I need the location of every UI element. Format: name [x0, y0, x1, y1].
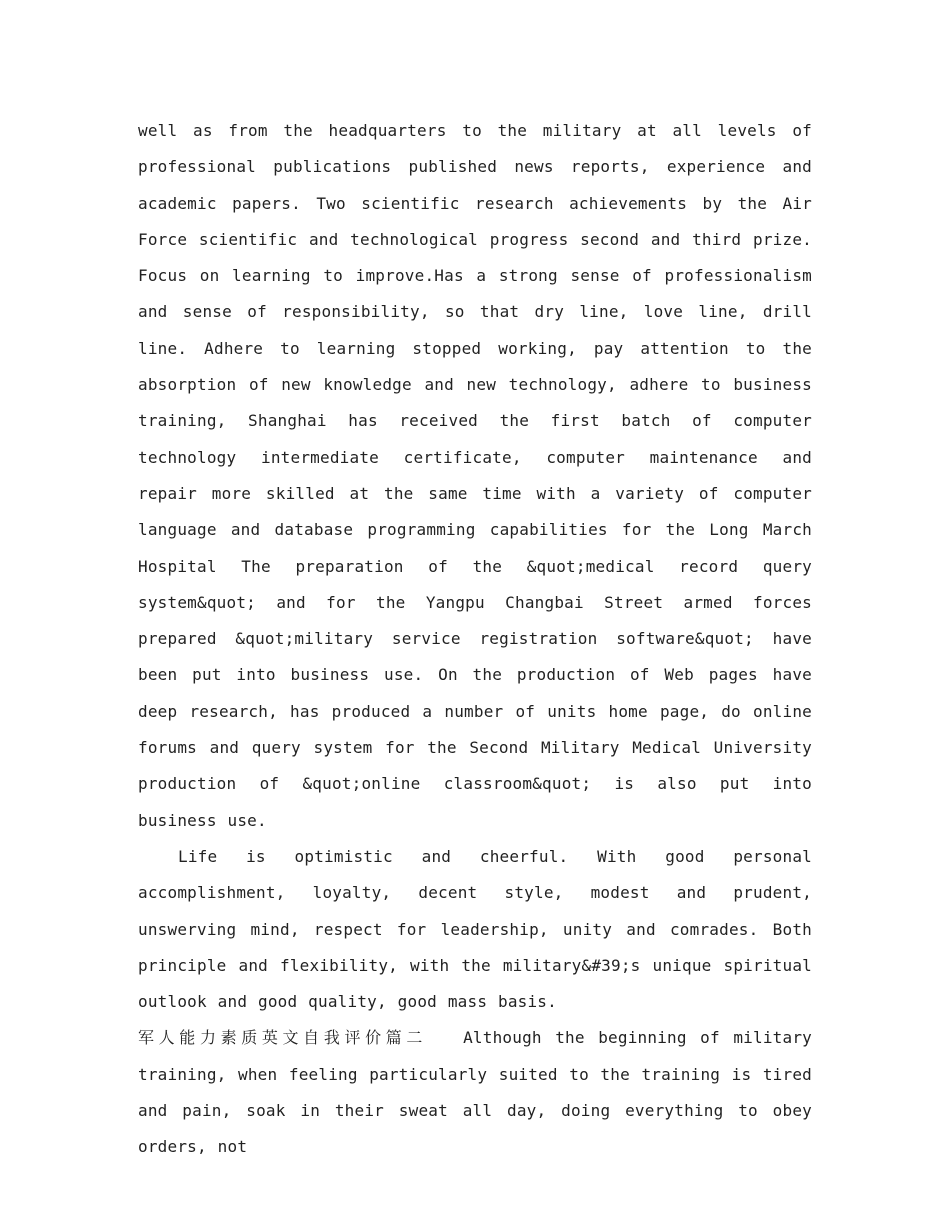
- section-two-text: Although the beginning of military training, when feeling particularly suited to the training is tired and pain, soak in their sweat all day, doing everything to obey orders, not: [138, 1028, 812, 1157]
- paragraph-section-two: [138, 1020, 812, 1165]
- paragraph-personal-character: Life is optimistic and cheerful. With good personal accomplishment, loyalty, decent style, modest and prudent, unswerving mind, respect for leadership, unity and comrades. Both principle and flexibility, with the military&#39;s unique spiritual outlook and good quality, good mass basis.: [138, 846, 812, 1012]
- document-body: [138, 113, 812, 1166]
- section-heading: 军人能力素质英文自我评价篇二: [138, 1028, 428, 1048]
- paragraph-professional-achievements: well as from the headquarters to the military at all levels of professional publications published news reports, experience and academic papers. Two scientific research achievements by the Air Force scientific and technological progress second and third prize. Focus on learning to improve.Has a strong sense of professionalism and sense of responsibility, so that dry line, love line, drill line. Adhere to learning stopped working, pay attention to the absorption of new knowledge and new technology, adhere to business training, Shanghai has received the first batch of computer technology intermediate certificate, computer maintenance and repair more skilled at the same time with a variety of computer language and database programming capabilities for the Long March Hospital The preparation of the &quot;medical record query system&quot; and for the Yangpu Changbai Street armed forces prepared &quot;military service registration software&quot; have been put into business use. On the production of Web pages have deep research, has produced a number of units home page, do online forums and query system for the Second Military Medical University production of &quot;online classroom&quot; is also put into business use.: [138, 121, 812, 830]
